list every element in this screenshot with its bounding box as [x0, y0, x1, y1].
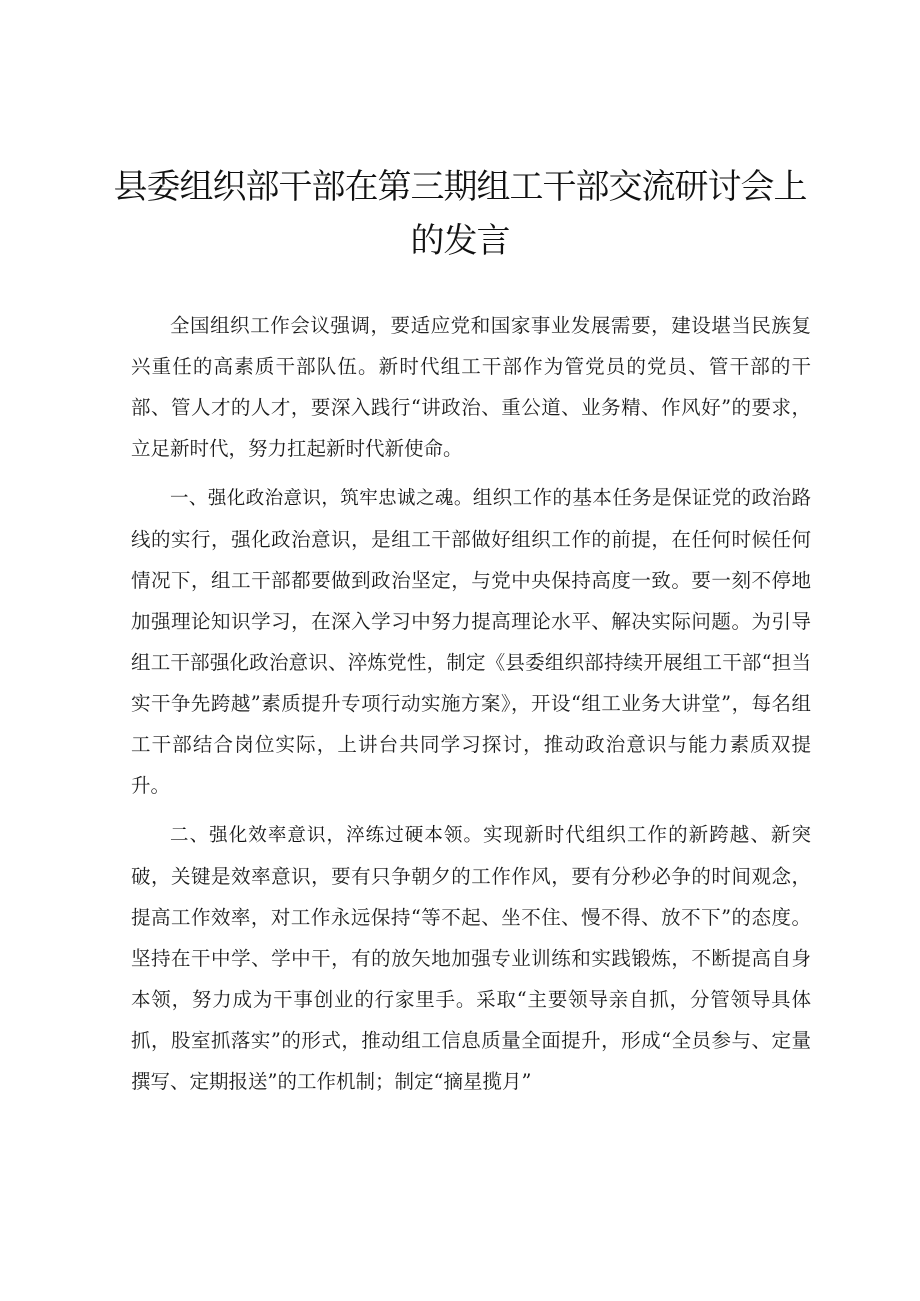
document-body: [131, 305, 811, 1110]
section-heading: 一、强化政治意识，筑牢忠诚之魂。: [170, 488, 473, 509]
paragraph-text: 全国组织工作会议强调，要适应党和国家事业发展需要，建设堪当民族复兴重任的高素质干部队伍。新时代组工干部作为管党员的党员、管干部的干部、管人才的人才，要深入践行“讲政治、重公道、业务精、作风好”的要求，立足新时代，努力扛起新时代新使命。: [131, 314, 811, 460]
paragraph-text: 组织工作的基本任务是保证党的政治路线的实行，强化政治意识，是组工干部做好组织工作的前提，在任何时候任何情况下，组工干部都要做到政治坚定，与党中央保持高度一致。要一刻不停地加强理论知识学习，在深入学习中努力提高理论水平、解决实际问题。为引导组工干部强化政治意识、淬炼党性，制定《县委组织部持续开展组工干部“担当实干争先跨越”素质提升专项行动实施方案》，开设“组工业务大讲堂”，每名组工干部结合岗位实际，上讲台共同学习探讨，推动政治意识与能力素质双提升。: [131, 486, 811, 797]
paragraph-section-2: [131, 814, 811, 1102]
paragraph-text: 实现新时代组织工作的新跨越、新突破，关键是效率意识，要有只争朝夕的工作作风，要有分秒必争的时间观念，提高工作效率，对工作永远保持“等不起、坐不住、慢不得、放不下”的态度。坚持在干中学、学中干，有的放矢地加强专业训练和实践锻炼，不断提高自身本领，努力成为干事创业的行家里手。采取“主要领导亲自抓，分管领导具体抓，股室抓落实”的形式，推动组工信息质量全面提升，形成“全员参与、定量撰写、定期报送”的工作机制；制定“摘星揽月”: [131, 823, 811, 1093]
paragraph-section-1: [131, 477, 811, 806]
paragraph-intro: [131, 305, 811, 469]
section-heading: 二、强化效率意识，淬练过硬本领。: [170, 825, 484, 846]
document-title: 县委组织部干部在第三期组工干部交流研讨会上的发言: [113, 167, 807, 261]
